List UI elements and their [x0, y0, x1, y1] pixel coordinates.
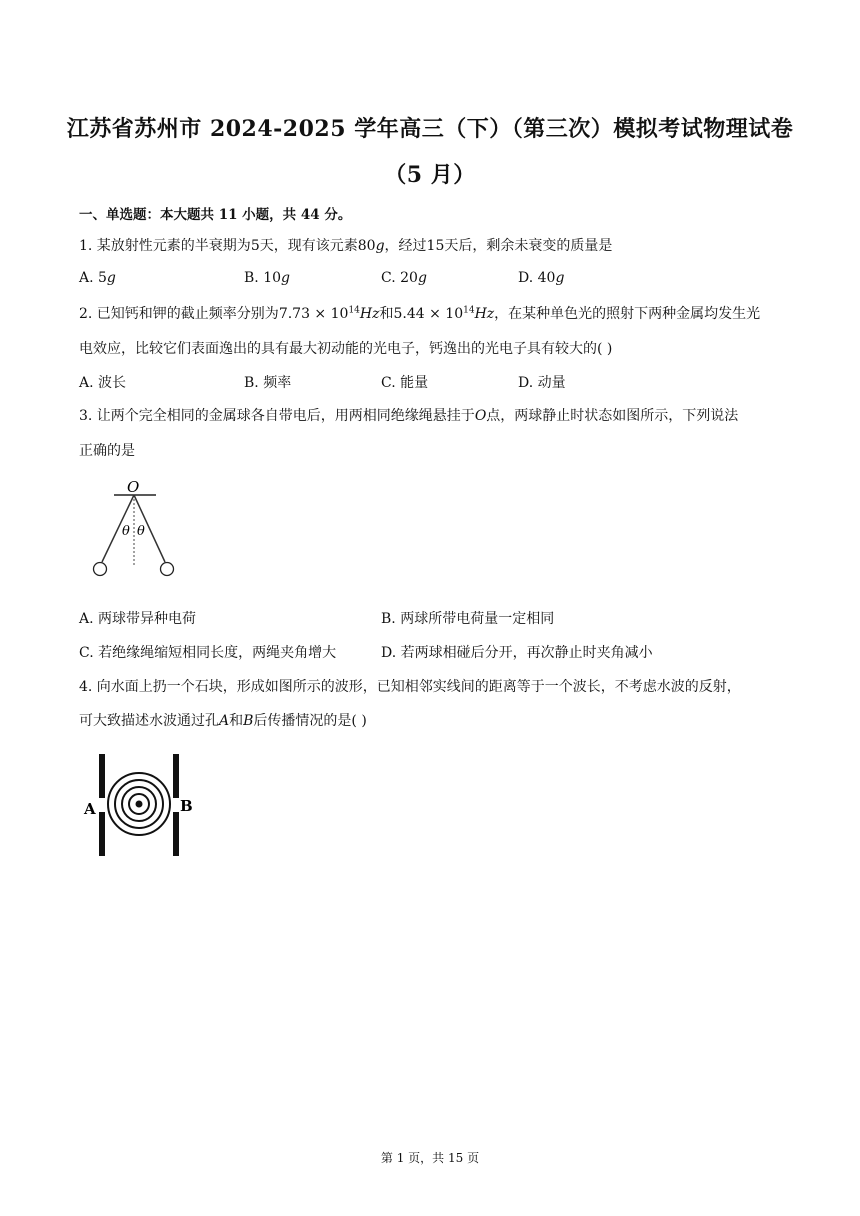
- fig-label-b: B: [180, 797, 193, 815]
- q1-option-c: C. 20g: [381, 270, 427, 286]
- water-wave-figure: [80, 752, 200, 860]
- question-3: 3. 让两个完全相同的金属球各自带电后，用两相同绝缘绳悬挂于O点，两球静止时状态如图所示，下列说法: [79, 408, 739, 424]
- right-ball: [161, 563, 174, 576]
- theta-left: θ: [122, 524, 130, 539]
- page-subtitle: （5 月）: [384, 162, 476, 188]
- question-1: 1. 某放射性元素的半衰期为5天，现有该元素80g，经过15天后，剩余未衰变的质量是: [79, 238, 613, 254]
- q1-option-b: B. 10g: [244, 270, 290, 286]
- wave-center: [136, 801, 143, 808]
- right-barrier-bottom: [173, 812, 179, 856]
- question-4: 4. 向水面上扔一个石块，形成如图所示的波形，已知相邻实线间的距离等于一个波长，不考虑水波的反射，: [79, 679, 741, 695]
- q3-option-a: A. 两球带异种电荷: [79, 611, 197, 627]
- q2-option-b: B. 频率: [244, 375, 292, 391]
- left-ball: [94, 563, 107, 576]
- left-barrier-top: [99, 754, 105, 798]
- q1-option-d: D. 40g: [518, 270, 565, 286]
- page-title: 江苏省苏州市 2024-2025 学年高三（下）（第三次）模拟考试物理试卷: [66, 116, 794, 142]
- question-3-line-2: 正确的是: [79, 443, 135, 459]
- q1-option-a: A. 5g: [79, 270, 116, 286]
- question-4-line-2: 可大致描述水波通过孔A和B后传播情况的是( ): [79, 713, 367, 729]
- question-2: 2. 已知钙和钾的截止频率分别为$7.73 \times 10^{14}Hz$和$5.44 \times 10^{14}Hz$，在某种单色光的照射下两种金属均发生光: [79, 305, 761, 322]
- q2-option-c: C. 能量: [381, 375, 429, 391]
- theta-right: θ: [137, 524, 145, 539]
- fig-label-a: A: [84, 800, 96, 818]
- pendulum-figure: [88, 475, 188, 583]
- q3-option-c: C. 若绝缘绳缩短相同长度，两绳夹角增大: [79, 645, 337, 661]
- right-barrier-top: [173, 754, 179, 798]
- q2-option-a: A. 波长: [79, 375, 127, 391]
- q2-option-d: D. 动量: [518, 375, 566, 391]
- page-footer: 第 1 页，共 15 页: [380, 1151, 480, 1165]
- section-header: 一、单选题：本大题共 11 小题，共 44 分。: [79, 207, 352, 223]
- q3-option-d: D. 若两球相碰后分开，再次静止时夹角减小: [381, 645, 653, 661]
- question-2-line-2: 电效应，比较它们表面逸出的具有最大初动能的光电子，钙逸出的光电子具有较大的( ): [79, 341, 613, 357]
- left-barrier-bottom: [99, 812, 105, 856]
- fig-label-o: O: [127, 478, 140, 496]
- q3-option-b: B. 两球所带电荷量一定相同: [381, 611, 555, 627]
